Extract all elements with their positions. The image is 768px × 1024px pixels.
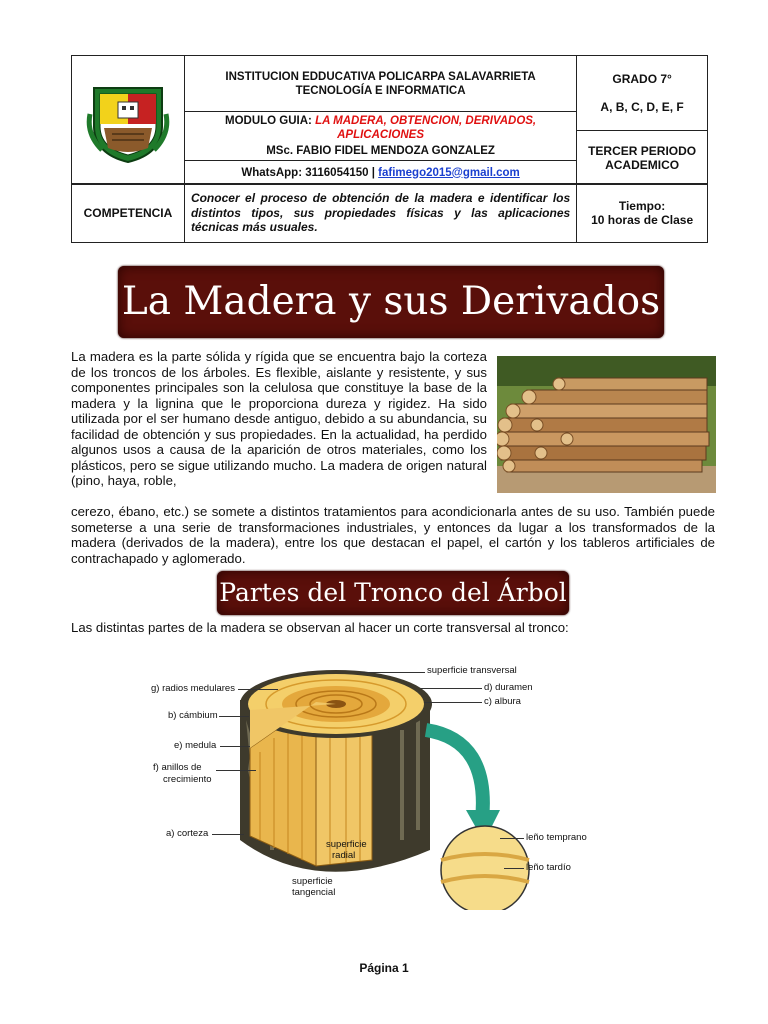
teacher-name: MSc. FABIO FIDEL MENDOZA GONZALEZ	[266, 145, 495, 157]
whatsapp-text: WhatsApp: 3116054150 |	[241, 166, 375, 179]
trunk-diagram	[150, 660, 590, 910]
grade-cell	[577, 56, 708, 131]
leader-line	[216, 770, 256, 771]
label-albura: c) albura	[484, 696, 521, 707]
intro-paragraph-full: cerezo, ébano, etc.) se somete a distintos tratamientos para acondicionarla antes de su uso. También puede someterse a una serie de transformaciones industriales, y entonces da lugar a los transformados de la madera (derivados de la madera), entre los que destacan el papel, el cartón y los tableros artificiales de contrachapado y aglomerado.	[71, 504, 715, 566]
label-tangencial-2: tangencial	[292, 887, 336, 898]
period-line-1: TERCER PERIODO	[588, 143, 697, 158]
module-prefix: MODULO GUIA:	[224, 115, 316, 127]
label-corteza: a) corteza	[166, 828, 209, 839]
intro-paragraph-wrapped: La madera es la parte sólida y rígida que se encuentra bajo la corteza de los troncos de los árboles. Es flexible, aislante y resistente, y sus componentes principales son la celulosa que constituye la base de la madera y la lignina que le proporciona dureza y rigidez. Ha sido utilizada por el ser humano desde antiguo, debido a su abundancia, su facilidad de obtención y sus propiedades. En la actualidad, ha perdido algunos usos a causa de la aparición de otros materiales, como los plásticos, pero se sigue utilizando mucho. La madera de origen natural (pino, haya, roble,	[71, 349, 487, 488]
institution-block	[185, 56, 576, 112]
competence-text: Conocer el proceso de obtención de la madera e identificar los distintos tipos, sus propiedades físicas y las aplicaciones técnicas más usuales.	[184, 184, 576, 243]
label-anillos-2: crecimiento	[163, 774, 212, 785]
section-intro: Las distintas partes de la madera se observan al hacer un corte transversal al tronco:	[71, 620, 569, 635]
section-title: Partes del Tronco del Árbol	[219, 578, 567, 607]
leader-line	[500, 838, 524, 839]
email-link[interactable]: fafimego2015@gmail.com	[378, 166, 520, 179]
label-cambium: b) cámbium	[168, 710, 218, 721]
leader-line	[424, 702, 482, 703]
section-banner	[217, 571, 569, 615]
label-medula: e) medula	[174, 740, 217, 751]
module-line	[185, 114, 576, 142]
label-radial-1: superficie	[326, 839, 367, 850]
header-info-cell	[184, 56, 576, 185]
time-label: Tiempo:	[618, 199, 666, 213]
label-leno-tardio: leño tardío	[526, 862, 571, 873]
logo-cell	[72, 56, 185, 185]
header-table	[71, 55, 708, 185]
leader-line	[219, 716, 249, 717]
leader-line	[238, 689, 278, 690]
log-pile-photo	[497, 356, 716, 493]
label-superficie-transversal: superficie transversal	[427, 665, 517, 676]
time-value: 10 horas de Clase	[591, 213, 694, 227]
leader-line	[504, 868, 524, 869]
leader-line	[360, 672, 425, 673]
label-tangencial-1: superficie	[292, 876, 333, 887]
module-block	[185, 112, 576, 161]
groups-label: A, B, C, D, E, F	[600, 100, 684, 114]
contact-block	[185, 161, 576, 184]
institution-name: INSTITUCION EDDUCATIVA POLICARPA SALAVARRIETA	[225, 70, 536, 83]
page-number: Página 1	[359, 961, 409, 975]
grade-label: GRADO 7°	[612, 72, 672, 86]
label-duramen: d) duramen	[484, 682, 533, 693]
label-radial-2: radial	[332, 850, 356, 861]
competence-label: COMPETENCIA	[72, 184, 185, 243]
competence-table	[71, 183, 708, 243]
leader-line	[220, 746, 250, 747]
title-text: La Madera y sus Derivados	[121, 279, 661, 324]
time-cell	[577, 184, 708, 243]
period-cell	[577, 131, 708, 185]
label-leno-temprano: leño temprano	[526, 832, 587, 843]
module-title: LA MADERA, OBTENCION, DERIVADOS, APLICACIONES	[315, 115, 537, 141]
label-anillos-1: f) anillos de	[153, 762, 202, 773]
label-radios: g) radios medulares	[151, 683, 235, 694]
area-name: TECNOLOGÍA E INFORMATICA	[295, 84, 466, 97]
leader-line	[212, 834, 244, 835]
title-banner	[118, 266, 664, 338]
school-crest-logo	[82, 74, 174, 166]
leader-line	[420, 688, 482, 689]
period-line-2: ACADEMICO	[605, 157, 680, 172]
